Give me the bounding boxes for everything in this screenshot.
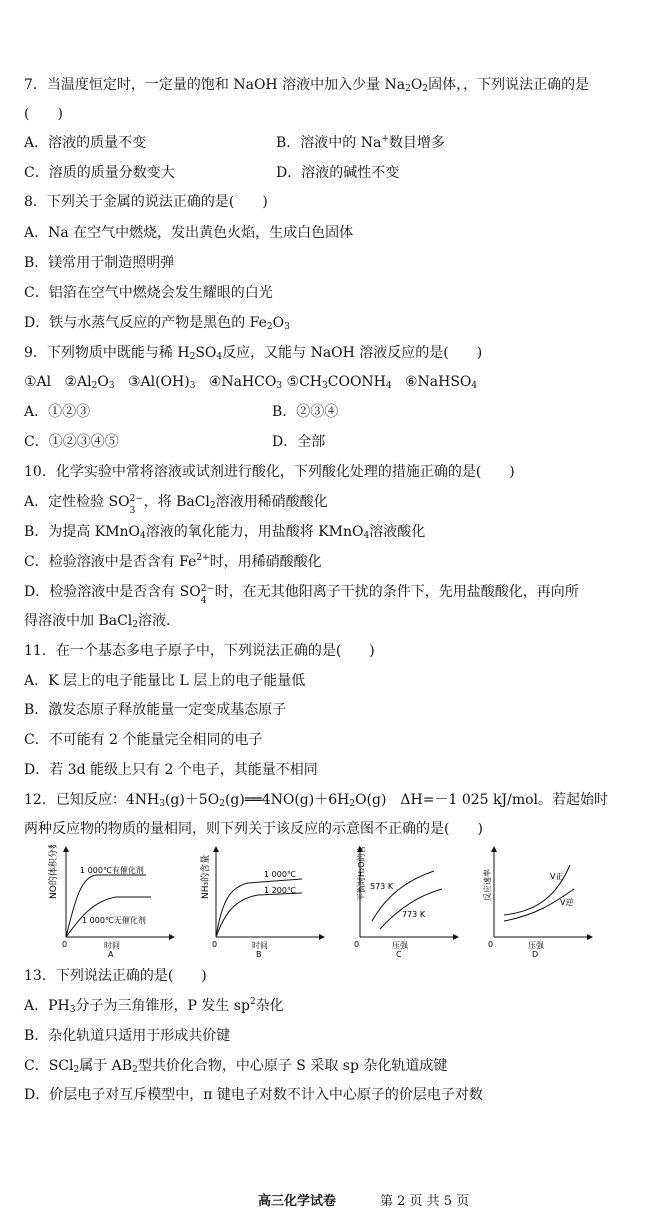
q12-stem-line1: 12．已知反应：$4NH_3(g)+5O_2(g)══4NO(g)+6H_2O(g)$ ΔH=－1 025 kJ/mol。若起始时	[24, 792, 608, 809]
fig-a-curve2: 1 000℃无催化剂	[82, 916, 146, 925]
fig-b-ylabel: NH₃的含量	[201, 854, 211, 899]
q13-stem: 13．下列说法正确的是( )	[24, 968, 207, 984]
fig-b-curve2: 1 200℃	[264, 886, 296, 895]
q11-stem: 11．在一个基态多电子原子中，下列说法正确的是( )	[24, 643, 375, 659]
q8-option-d: D．铁与水蒸气反应的产物是黑色的 $Fe_2O_3$	[24, 315, 290, 332]
q9-items: ①Al $②Al_2O_3$ $③Al(OH)_3$ ④NaHCO$_3$ $⑤CH_3COONH_4$ ⑥NaHSO$_4$	[24, 374, 478, 391]
q13-option-c: C．SCl$_2$属于 $AB_2$型共价化合物，中心原子 S 采取 sp 杂化轨道成键	[24, 1058, 448, 1075]
q12-figure-a	[36, 845, 176, 961]
q10-option-d: D．检验溶液中是否含有 SO 2− 4 时，在无其他阳离子干扰的条件下，先用盐酸酸化，再向所	[24, 584, 579, 606]
fig-a-ylabel: NO的体积分数	[49, 845, 59, 899]
q13-option-a: A．$PH_3$分子为三角锥形，P 发生 $sp^2$杂化	[24, 997, 284, 1015]
fig-d-xlabel: 压强	[528, 941, 544, 950]
q10-option-b: B．为提高 KMnO$_4$溶液的氧化能力，用盐酸将 KMnO$_4$溶液酸化	[24, 524, 426, 541]
q10-option-a: A．定性检验 SO 2− 3 ，将 BaCl$_2$溶液用稀硝酸酸化	[24, 494, 328, 516]
q11-option-b: B．激发态原子释放能量一定变成基态原子	[24, 702, 287, 718]
q12-figure-c	[336, 845, 466, 961]
q10-option-c: C．检验溶液中是否含有 $Fe^{2+}$时，用稀硝酸酸化	[24, 553, 322, 570]
fig-d-curve1: V正	[550, 872, 564, 881]
fig-d-curve2: V逆	[560, 898, 574, 907]
q10-stem: 10．化学实验中常将溶液或试剂进行酸化，下列酸化处理的措施正确的是( )	[24, 464, 515, 480]
footer-title: 高三化学试卷	[258, 1194, 337, 1209]
q7-option-a: A．溶液的质量不变	[24, 135, 147, 151]
q9-option-c: C．①②③④⑤	[24, 434, 119, 450]
q8-option-a: A．Na 在空气中燃烧，发出黄色火焰，生成白色固体	[24, 225, 354, 241]
fig-a-curve1: 1 000℃有催化剂	[80, 866, 144, 875]
q7-option-d: D．溶液的碱性不变	[276, 165, 400, 181]
q7-option-b: B．溶液中的 Na+数目增多	[276, 134, 445, 151]
fig-d-origin: 0	[488, 940, 494, 949]
q10-option-d-cont: 得溶液中加 BaCl$_2$溶液.	[24, 613, 171, 630]
fig-b-xlabel: 时间	[252, 941, 268, 950]
fig-d-tag: D	[532, 950, 539, 957]
q7-option-c: C．溶质的质量分数变大	[24, 165, 175, 181]
fig-c-origin: 0	[354, 940, 360, 949]
fig-a-origin: 0	[62, 940, 68, 949]
q9-stem: 9．下列物质中既能与稀 $H_2SO_4$反应，又能与 NaOH 溶液反应的是( )	[24, 345, 483, 362]
q9-option-d: D．全部	[272, 434, 326, 450]
q12-stem-line2: 两种反应物的物质的量相同，则下列关于该反应的示意图不正确的是( )	[24, 821, 483, 837]
q7-paren: ( )	[24, 106, 63, 122]
fig-c-ylabel: 平衡时H₂O的含量	[357, 845, 366, 901]
q9-option-a: A．①②③	[24, 404, 91, 420]
fig-a-xlabel: 时间	[104, 941, 120, 950]
q12-figure-b	[186, 845, 326, 961]
q9-option-b: B．②③④	[272, 404, 339, 420]
q8-option-b: B．镁常用于制造照明弹	[24, 255, 175, 271]
fig-b-curve1: 1 000℃	[264, 870, 296, 879]
q11-option-d: D．若 3d 能级上只有 2 个电子，其能量不相同	[24, 762, 318, 778]
q12-figure-d	[470, 845, 600, 961]
fig-c-curve2: 773 K	[402, 910, 426, 919]
fig-b-tag: B	[256, 950, 262, 957]
fig-a-tag: A	[108, 950, 114, 957]
fig-c-xlabel: 压强	[392, 941, 408, 950]
fig-c-curve1: 573 K	[370, 882, 394, 891]
fig-c-tag: C	[396, 950, 402, 957]
q8-option-c: C．铝箔在空气中燃烧会发生耀眼的白光	[24, 285, 273, 301]
footer-page-number: 第 2 页 共 5 页	[380, 1194, 470, 1209]
q11-option-a: A．K 层上的电子能量比 L 层上的电子能量低	[24, 673, 306, 689]
q11-option-c: C．不可能有 2 个能量完全相同的电子	[24, 732, 263, 748]
q13-option-d: D．价层电子对互斥模型中，π 键电子对数不计入中心原子的价层电子对数	[24, 1087, 483, 1103]
q13-option-b: B．杂化轨道只适用于形成共价键	[24, 1028, 231, 1044]
fig-b-origin: 0	[212, 940, 218, 949]
q7-stem: 7．当温度恒定时，一定量的饱和 NaOH 溶液中加入少量 $Na_2O_2$固体，，下列说法正确的是	[24, 77, 590, 94]
fig-d-ylabel: 反应速率	[483, 869, 492, 901]
q8-stem: 8．下列关于金属的说法正确的是( )	[24, 194, 268, 210]
